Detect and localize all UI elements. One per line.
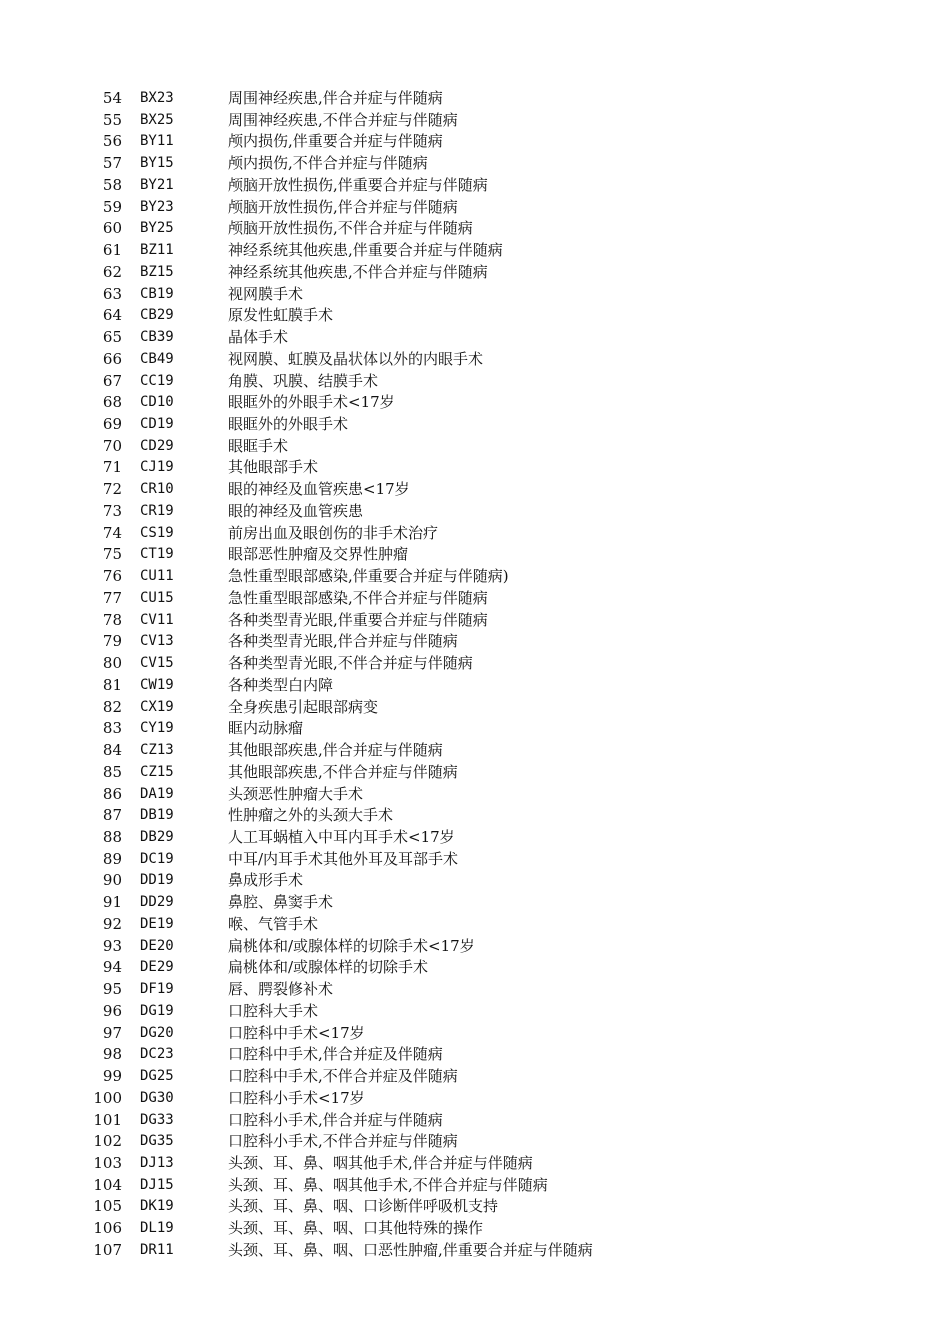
drg-code: CR19 [140, 502, 174, 519]
drg-name: 眼眶外的外眼手术 [228, 415, 349, 434]
drg-name: 颅脑开放性损伤,伴合并症与伴随病 [228, 197, 458, 216]
table-row [0, 153, 950, 175]
row-number: 69 [102, 415, 122, 434]
row-number: 100 [93, 1088, 122, 1107]
drg-code: DG35 [140, 1133, 174, 1150]
drg-name: 鼻腔、鼻窦手术 [228, 893, 334, 912]
drg-code: CD19 [140, 416, 174, 433]
row-number: 71 [102, 458, 122, 477]
drg-code: DG20 [140, 1024, 174, 1041]
drg-code: DE29 [140, 959, 174, 976]
drg-code: DG25 [140, 1068, 174, 1085]
drg-name: 头颈、耳、鼻、咽其他手术,伴合并症与伴随病 [228, 1153, 533, 1172]
drg-code: BY23 [140, 198, 174, 215]
table-row [0, 544, 950, 566]
row-number: 99 [102, 1067, 122, 1086]
drg-code: CV13 [140, 633, 174, 650]
drg-code: DF19 [140, 981, 174, 998]
row-number: 58 [102, 175, 122, 194]
table-row [0, 1001, 950, 1023]
drg-name: 晶体手术 [228, 328, 289, 347]
table-row [0, 1218, 950, 1240]
row-number: 102 [93, 1132, 122, 1151]
table-row [0, 501, 950, 523]
row-number: 82 [102, 697, 122, 716]
table-row [0, 870, 950, 892]
table-row [0, 262, 950, 284]
row-number: 79 [102, 632, 122, 651]
row-number: 97 [102, 1023, 122, 1042]
drg-name: 口腔科中手术,不伴合并症及伴随病 [228, 1067, 458, 1086]
table-row [0, 305, 950, 327]
row-number: 73 [102, 501, 122, 520]
table-row [0, 479, 950, 501]
table-row [0, 327, 950, 349]
drg-code: CZ13 [140, 742, 174, 759]
table-row [0, 131, 950, 153]
row-number: 95 [102, 980, 122, 999]
drg-name: 颅内损伤,伴重要合并症与伴随病 [228, 132, 443, 151]
drg-code: CW19 [140, 676, 174, 693]
drg-code: CC19 [140, 372, 174, 389]
drg-name: 喉、气管手术 [228, 914, 319, 933]
drg-code: DE20 [140, 937, 174, 954]
drg-name: 眼部恶性肿瘤及交界性肿瘤 [228, 545, 409, 564]
table-row [0, 957, 950, 979]
table-row [0, 979, 950, 1001]
drg-name: 全身疾患引起眼部病变 [228, 697, 379, 716]
drg-name: 眼眶手术 [228, 436, 289, 455]
drg-code: CR10 [140, 481, 174, 498]
row-number: 103 [93, 1153, 122, 1172]
table-row [0, 740, 950, 762]
drg-code: CJ19 [140, 459, 174, 476]
table-row [0, 718, 950, 740]
row-number: 89 [102, 849, 122, 868]
drg-code: DB29 [140, 828, 174, 845]
row-number: 62 [102, 262, 122, 281]
row-number: 60 [102, 219, 122, 238]
drg-code: CX19 [140, 698, 174, 715]
table-row [0, 697, 950, 719]
drg-code: CD29 [140, 437, 174, 454]
row-number: 72 [102, 480, 122, 499]
row-number: 64 [102, 306, 122, 325]
table-row [0, 588, 950, 610]
drg-code: DG19 [140, 1002, 174, 1019]
table-row [0, 1110, 950, 1132]
drg-name: 角膜、巩膜、结膜手术 [228, 371, 379, 390]
table-row [0, 762, 950, 784]
table-row [0, 218, 950, 240]
row-number: 80 [102, 654, 122, 673]
drg-code: DD19 [140, 872, 174, 889]
row-number: 70 [102, 436, 122, 455]
drg-name: 颅脑开放性损伤,不伴合并症与伴随病 [228, 219, 473, 238]
drg-code: BZ15 [140, 263, 174, 280]
row-number: 104 [93, 1175, 122, 1194]
drg-code: BX25 [140, 111, 174, 128]
table-row [0, 892, 950, 914]
row-number: 105 [93, 1197, 122, 1216]
drg-code: BZ11 [140, 242, 174, 259]
drg-name: 其他眼部手术 [228, 458, 319, 477]
drg-code: DC19 [140, 850, 174, 867]
row-number: 93 [102, 936, 122, 955]
row-number: 86 [102, 784, 122, 803]
row-number: 96 [102, 1001, 122, 1020]
table-row [0, 523, 950, 545]
drg-code: DR11 [140, 1241, 174, 1258]
table-row [0, 414, 950, 436]
table-row [0, 88, 950, 110]
row-number: 94 [102, 958, 122, 977]
drg-name: 口腔科小手术,不伴合并症与伴随病 [228, 1132, 458, 1151]
drg-name: 眼的神经及血管疾患<17岁 [228, 480, 410, 499]
drg-code: BY11 [140, 133, 174, 150]
table-row [0, 1066, 950, 1088]
drg-code: DG33 [140, 1111, 174, 1128]
drg-code: BY25 [140, 220, 174, 237]
row-number: 92 [102, 914, 122, 933]
drg-name: 眼的神经及血管疾患 [228, 501, 364, 520]
row-number: 76 [102, 567, 122, 586]
drg-name: 口腔科小手术,伴合并症与伴随病 [228, 1110, 443, 1129]
table-row [0, 1153, 950, 1175]
row-number: 81 [102, 675, 122, 694]
table-row [0, 631, 950, 653]
drg-name: 性肿瘤之外的头颈大手术 [228, 806, 394, 825]
row-number: 54 [102, 89, 122, 107]
drg-code: CU11 [140, 568, 174, 585]
drg-name: 人工耳蜗植入中耳内耳手术<17岁 [228, 827, 455, 846]
row-number: 66 [102, 349, 122, 368]
drg-name: 口腔科大手术 [228, 1001, 319, 1020]
row-number: 83 [102, 719, 122, 738]
row-number: 91 [102, 893, 122, 912]
table-row [0, 175, 950, 197]
drg-name: 唇、腭裂修补术 [228, 980, 334, 999]
table-row [0, 1175, 950, 1197]
drg-code: DJ15 [140, 1176, 174, 1193]
table-row [0, 457, 950, 479]
row-number: 98 [102, 1045, 122, 1064]
drg-name: 周围神经疾患,伴合并症与伴随病 [228, 89, 443, 107]
drg-code: DD29 [140, 894, 174, 911]
drg-name: 急性重型眼部感染,伴重要合并症与伴随病) [228, 567, 509, 586]
drg-name: 其他眼部疾患,伴合并症与伴随病 [228, 741, 443, 760]
table-row [0, 110, 950, 132]
table-row [0, 349, 950, 371]
table-row [0, 653, 950, 675]
row-number: 85 [102, 762, 122, 781]
row-number: 56 [102, 132, 122, 151]
drg-name: 急性重型眼部感染,不伴合并症与伴随病 [228, 588, 488, 607]
table-row [0, 1044, 950, 1066]
drg-code: DK19 [140, 1198, 174, 1215]
drg-code: CD10 [140, 394, 174, 411]
drg-name: 颅脑开放性损伤,伴重要合并症与伴随病 [228, 175, 488, 194]
drg-code: CB49 [140, 350, 174, 367]
drg-name: 头颈、耳、鼻、咽其他手术,不伴合并症与伴随病 [228, 1175, 548, 1194]
table-row [0, 914, 950, 936]
drg-code: DB19 [140, 807, 174, 824]
drg-code: CY19 [140, 720, 174, 737]
row-number: 107 [93, 1240, 122, 1259]
row-number: 77 [102, 588, 122, 607]
drg-name: 扁桃体和/或腺体样的切除手术 [228, 958, 429, 977]
drg-name: 各种类型青光眼,伴合并症与伴随病 [228, 632, 458, 651]
drg-name: 各种类型青光眼,不伴合并症与伴随病 [228, 654, 473, 673]
row-number: 88 [102, 827, 122, 846]
row-number: 84 [102, 741, 122, 760]
drg-code: BY15 [140, 155, 174, 172]
drg-code: DL19 [140, 1220, 174, 1237]
row-number: 101 [93, 1110, 122, 1129]
drg-name: 颅内损伤,不伴合并症与伴随病 [228, 154, 428, 173]
drg-name: 视网膜、虹膜及晶状体以外的内眼手术 [228, 349, 484, 368]
drg-name: 神经系统其他疾患,不伴合并症与伴随病 [228, 262, 488, 281]
drg-name: 口腔科小手术<17岁 [228, 1088, 365, 1107]
drg-name: 口腔科中手术,伴合并症及伴随病 [228, 1045, 443, 1064]
table-row [0, 1023, 950, 1045]
drg-code: DG30 [140, 1089, 174, 1106]
drg-name: 各种类型青光眼,伴重要合并症与伴随病 [228, 610, 488, 629]
table-row [0, 284, 950, 306]
row-number: 61 [102, 241, 122, 260]
table-row [0, 436, 950, 458]
drg-table [0, 88, 950, 1262]
row-number: 74 [102, 523, 122, 542]
drg-code: CZ15 [140, 763, 174, 780]
drg-code: DJ13 [140, 1154, 174, 1171]
table-row [0, 610, 950, 632]
drg-code: CV15 [140, 655, 174, 672]
table-row [0, 805, 950, 827]
table-row [0, 1131, 950, 1153]
drg-name: 头颈恶性肿瘤大手术 [228, 784, 364, 803]
table-row [0, 1240, 950, 1262]
table-row [0, 675, 950, 697]
table-row [0, 197, 950, 219]
row-number: 87 [102, 806, 122, 825]
drg-name: 神经系统其他疾患,伴重要合并症与伴随病 [228, 241, 503, 260]
row-number: 75 [102, 545, 122, 564]
drg-name: 扁桃体和/或腺体样的切除手术<17岁 [228, 936, 475, 955]
drg-name: 鼻成形手术 [228, 871, 304, 890]
row-number: 67 [102, 371, 122, 390]
table-row [0, 240, 950, 262]
drg-name: 各种类型白内障 [228, 675, 334, 694]
drg-code: DC23 [140, 1046, 174, 1063]
row-number: 90 [102, 871, 122, 890]
row-number: 106 [93, 1219, 122, 1238]
drg-name: 中耳/内耳手术其他外耳及耳部手术 [228, 849, 459, 868]
drg-name: 眼眶外的外眼手术<17岁 [228, 393, 395, 412]
drg-name: 周围神经疾患,不伴合并症与伴随病 [228, 110, 458, 129]
drg-code: CT19 [140, 546, 174, 563]
drg-code: BY21 [140, 176, 174, 193]
drg-name: 其他眼部疾患,不伴合并症与伴随病 [228, 762, 458, 781]
table-row [0, 392, 950, 414]
table-row [0, 1088, 950, 1110]
drg-name: 头颈、耳、鼻、咽、口诊断伴呼吸机支持 [228, 1197, 499, 1216]
drg-name: 原发性虹膜手术 [228, 306, 334, 325]
drg-code: CB39 [140, 329, 174, 346]
drg-code: CU15 [140, 589, 174, 606]
row-number: 78 [102, 610, 122, 629]
row-number: 59 [102, 197, 122, 216]
row-number: 63 [102, 284, 122, 303]
row-number: 55 [102, 110, 122, 129]
drg-name: 视网膜手术 [228, 284, 304, 303]
table-row [0, 566, 950, 588]
drg-code: CB29 [140, 307, 174, 324]
drg-name: 头颈、耳、鼻、咽、口恶性肿瘤,伴重要合并症与伴随病 [228, 1240, 593, 1259]
drg-code: DE19 [140, 915, 174, 932]
drg-name: 口腔科中手术<17岁 [228, 1023, 365, 1042]
drg-name: 头颈、耳、鼻、咽、口其他特殊的操作 [228, 1219, 484, 1238]
drg-code: CB19 [140, 285, 174, 302]
row-number: 57 [102, 154, 122, 173]
drg-code: DA19 [140, 785, 174, 802]
table-row [0, 849, 950, 871]
drg-code: CV11 [140, 611, 174, 628]
table-row [0, 936, 950, 958]
drg-name: 前房出血及眼创伤的非手术治疗 [228, 523, 439, 542]
drg-code: BX23 [140, 90, 174, 106]
table-row [0, 827, 950, 849]
drg-code: CS19 [140, 524, 174, 541]
table-row [0, 1196, 950, 1218]
drg-name: 眶内动脉瘤 [228, 719, 304, 738]
table-row [0, 784, 950, 806]
row-number: 68 [102, 393, 122, 412]
table-row [0, 371, 950, 393]
row-number: 65 [102, 328, 122, 347]
